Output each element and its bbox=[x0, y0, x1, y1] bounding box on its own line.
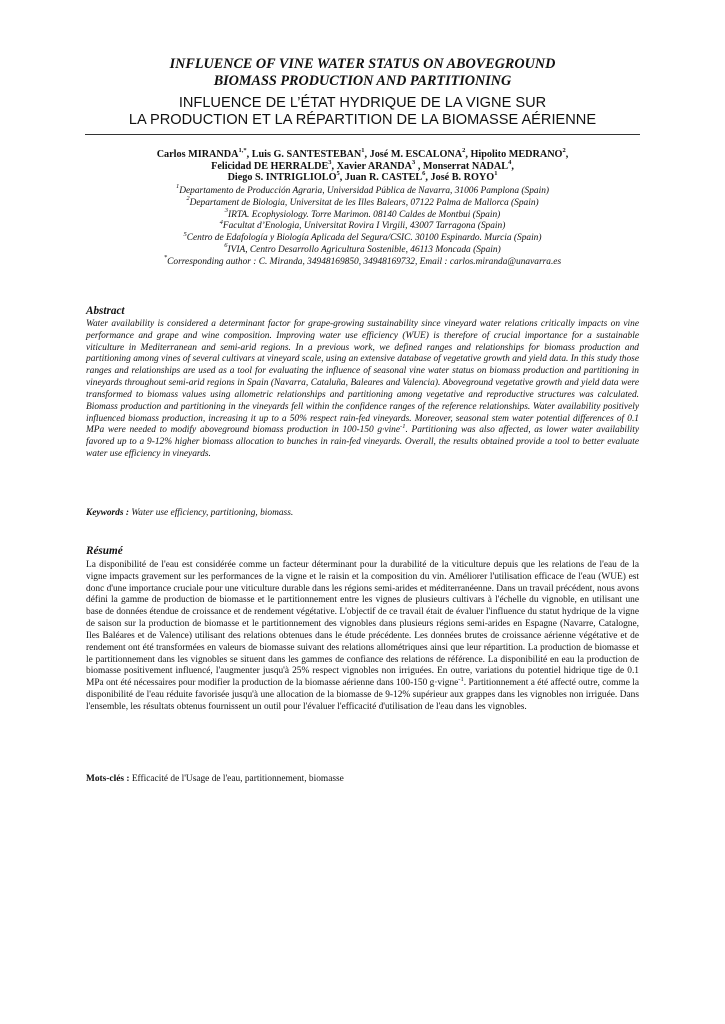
author-affiliation-mark: 1 bbox=[494, 170, 498, 178]
author-affiliation-mark: 5 bbox=[336, 170, 340, 178]
author-separator: , bbox=[331, 160, 337, 172]
author-affiliation-mark: 6 bbox=[422, 170, 426, 178]
keywords bbox=[86, 508, 639, 518]
resume-body bbox=[86, 560, 639, 714]
affiliation-mark: * bbox=[163, 254, 168, 262]
author-name: Monserrat NADAL bbox=[422, 160, 509, 172]
author-name: Felicidad DE HERRALDE bbox=[211, 160, 329, 172]
author-separator: , bbox=[246, 149, 252, 160]
title-divider bbox=[85, 134, 640, 135]
affiliation-text: Corresponding author : C. Miranda, 34948169850, 34948169732, Email : carlos.miranda@unavarra.es bbox=[167, 256, 562, 267]
affiliation-text: IVIA, Centro Desarrollo Agricultura Sostenible, 46113 Moncada (Spain) bbox=[227, 244, 501, 255]
author-name: José M. ESCALONA bbox=[369, 149, 463, 160]
resume-superscript: -1 bbox=[458, 675, 464, 683]
author-affiliation-mark: 2 bbox=[562, 147, 566, 155]
author-name: Luis G. SANTESTEBAN bbox=[251, 149, 362, 160]
author-affiliation-mark: 3 bbox=[328, 158, 332, 166]
author-affiliation-mark: 4 bbox=[508, 158, 512, 166]
abstract-superscript: -1 bbox=[400, 422, 406, 430]
affiliation-mark: 6 bbox=[224, 242, 228, 250]
author-separator: , bbox=[415, 160, 423, 172]
author-separator: , bbox=[465, 149, 471, 160]
title-french bbox=[60, 95, 665, 129]
keywords-label: Keywords : bbox=[86, 508, 129, 518]
title-french-line: INFLUENCE DE L’ÉTAT HYDRIQUE DE LA VIGNE SUR bbox=[178, 95, 547, 111]
resume-text: . Partitionnement a été affecté outre, comme la disponibilité de l'eau réduite favorisée jusqu'à une allocation de la biomasse de 9-12% supérieur aux grappes dans les vignobles non irriguée. Dans l'ensemble, les résultats obtenus fournissent un outil pour l'évaluer l'efficacité d'utilisation de l'eau dans les vignobles. bbox=[86, 678, 639, 712]
affiliation-mark: 5 bbox=[183, 230, 187, 238]
affiliation-text: Facultat d’Enologia, Universitat Rovira I Virgili, 43007 Tarragona (Spain) bbox=[222, 221, 506, 232]
author-affiliation-mark: 2 bbox=[462, 147, 466, 155]
author-separator: , bbox=[565, 149, 569, 160]
affiliation-text: Departament de Biologia, Universitat de les Illes Balears, 07122 Palma de Mallorca (Spain) bbox=[189, 197, 539, 208]
affiliation-text: Centro de Edafología y Biología Aplicada del Segura/CSIC. 30100 Espinardo. Murcia (Spain) bbox=[186, 233, 542, 244]
abstract-body bbox=[86, 319, 639, 461]
author-separator: , bbox=[364, 149, 370, 160]
keywords-text: Water use efficiency, partitioning, biomass. bbox=[128, 508, 294, 518]
affiliation-list bbox=[60, 183, 665, 269]
author-affiliation-mark: 3 bbox=[412, 158, 416, 166]
title-english bbox=[60, 56, 665, 89]
author-line bbox=[60, 149, 665, 161]
author-list bbox=[60, 149, 665, 184]
author-name: Hipolito MEDRANO bbox=[470, 149, 563, 160]
affiliation-text: IRTA. Ecophysiology. Torre Marimon. 08140 Caldes de Montbui (Spain) bbox=[227, 209, 501, 220]
author-line bbox=[60, 158, 665, 173]
author-separator: , bbox=[425, 172, 431, 184]
author-affiliation-mark: 1,* bbox=[238, 147, 247, 155]
affiliation-line bbox=[60, 230, 665, 245]
abstract-text: . Partitioning was also affected, as lower water availability favored up to a 9-12% higher biomass allocation to bunches in rain-fed vineyards. Overall, the results obtained provide a tool to better evaluate water use efficiency in vineyards. bbox=[86, 425, 639, 459]
author-name: Xavier ARANDA bbox=[336, 160, 413, 172]
author-name: Carlos MIRANDA bbox=[156, 149, 239, 160]
affiliation-mark: 1 bbox=[176, 183, 180, 191]
abstract-text: Water availability is considered a determinant factor for grape-growing sustainability since vineyard water relations critically impacts on vine performance and grape and wine composition. Improving water use efficiency (WUE) is therefore of crucial importance for a sustainable viticulture in Mediterranean and semi-arid regions. In a previous work, we defined ranges and relationships for biomass production and partitioning among vines of several cultivars at vineyard scale, using an extensive database of vegetative growth and yield data. In this study those ranges and relationships are used as a tool for evaluating the influence of seasonal vine water status on biomass production and partitioning in vineyards throughout semi-arid regions in Spain (Navarra, Cataluña, Baleares and Valencia). Aboveground vegetative growth and yield data were transformed to biomass values using allometric relationships and partitioning among vegetative and reproductive structures was calculated. Biomass production and partitioning in the vineyards fell within the confidence ranges of the reference relationships. Water availability positively influenced biomass production, increasing it up to a 50% respect rain-fed vineyards. Moreover, seasonal stem water potential differences of 0.1 MPa were needed to modify aboveground biomass production in 100-150 g·vine bbox=[86, 319, 639, 436]
author-separator: , bbox=[339, 172, 345, 184]
resume-heading: Résumé bbox=[86, 545, 123, 557]
author-name: José B. ROYO bbox=[430, 172, 495, 184]
affiliation-line bbox=[60, 206, 665, 222]
affiliation-line bbox=[60, 218, 665, 233]
abstract-heading: Abstract bbox=[86, 305, 125, 317]
author-name: Diego S. INTRIGLIOLO bbox=[227, 172, 337, 184]
affiliation-mark: 3 bbox=[224, 206, 228, 214]
title-english-line: BIOMASS PRODUCTION AND PARTITIONING bbox=[213, 72, 512, 89]
affiliation-line bbox=[60, 183, 665, 198]
title-french-line: LA PRODUCTION ET LA RÉPARTITION DE LA BIOMASSE AÉRIENNE bbox=[128, 112, 597, 128]
affiliation-line bbox=[60, 242, 665, 257]
title-english-line: INFLUENCE OF VINE WATER STATUS ON ABOVEGROUND bbox=[169, 56, 556, 72]
author-line bbox=[60, 172, 665, 184]
author-name: Juan R. CASTEL bbox=[344, 172, 423, 184]
author-affiliation-mark: 1 bbox=[361, 147, 365, 155]
resume-text: La disponibilité de l'eau est considérée comme un facteur déterminant pour la durabilité de la viticulture depuis que les relations de l'eau de la vigne impacts gravement sur les performances de la vigne et le raisin et la composition du vin. Améliorer l'utilisation efficace de l'eau (WUE) est donc d'une importance cruciale pour une viticulture durable dans les régions semi-arides et méditerranéenne. Dans un travail précédent, nous avons défini la gamme de production de biomasse et le partitionnement entre les vignes de plusieurs cultivars à l'échelle du vignoble, en utilisant une base de données étendue de croissance et de rendement végétative. L'objectif de ce travail était de évaluer l'influence du statut hydrique de la vigne de saison sur la production de biomasse et le partitionnement des vignobles dans plusieurs régions semi-arides en Espagne (Navarre, Catalogne, Iles Baléares et de Valence) utilisant des relations obtenues dans le étude précédente. Les données brutes de croissance aérienne végétative et de rendement ont été transformées en valeurs de biomasse suivant des relations allométriques ainsi que leur répartition. La production de biomasse et le partitionnement dans les vignobles se situent dans les gammes de confiance des relations de référence. La disponibilité en eau la production de biomasse positivement influencé, l'augmenter jusqu'à 25% respect vignobles non irriguées. En outre, variations du potentiel hidrique tige de 0.1 MPa ont été nécessaires pour modifier la production de la biomasse aérienne dans 100-150 g·vigne bbox=[86, 560, 639, 689]
author-separator: , bbox=[511, 160, 514, 172]
mots-cles-label: Mots-clés : bbox=[86, 774, 130, 784]
affiliation-line bbox=[60, 254, 665, 269]
affiliation-text: Departamento de Producción Agraria, Universidad Pública de Navarra, 31006 Pamplona (Spain) bbox=[179, 186, 549, 196]
mots-cles-text: Efficacité de l'Usage de l'eau, partitionnement, biomasse bbox=[129, 774, 344, 784]
mots-cles bbox=[86, 774, 639, 784]
affiliation-line bbox=[60, 195, 665, 210]
affiliation-mark: 2 bbox=[186, 195, 190, 203]
affiliation-mark: 4 bbox=[219, 218, 223, 226]
